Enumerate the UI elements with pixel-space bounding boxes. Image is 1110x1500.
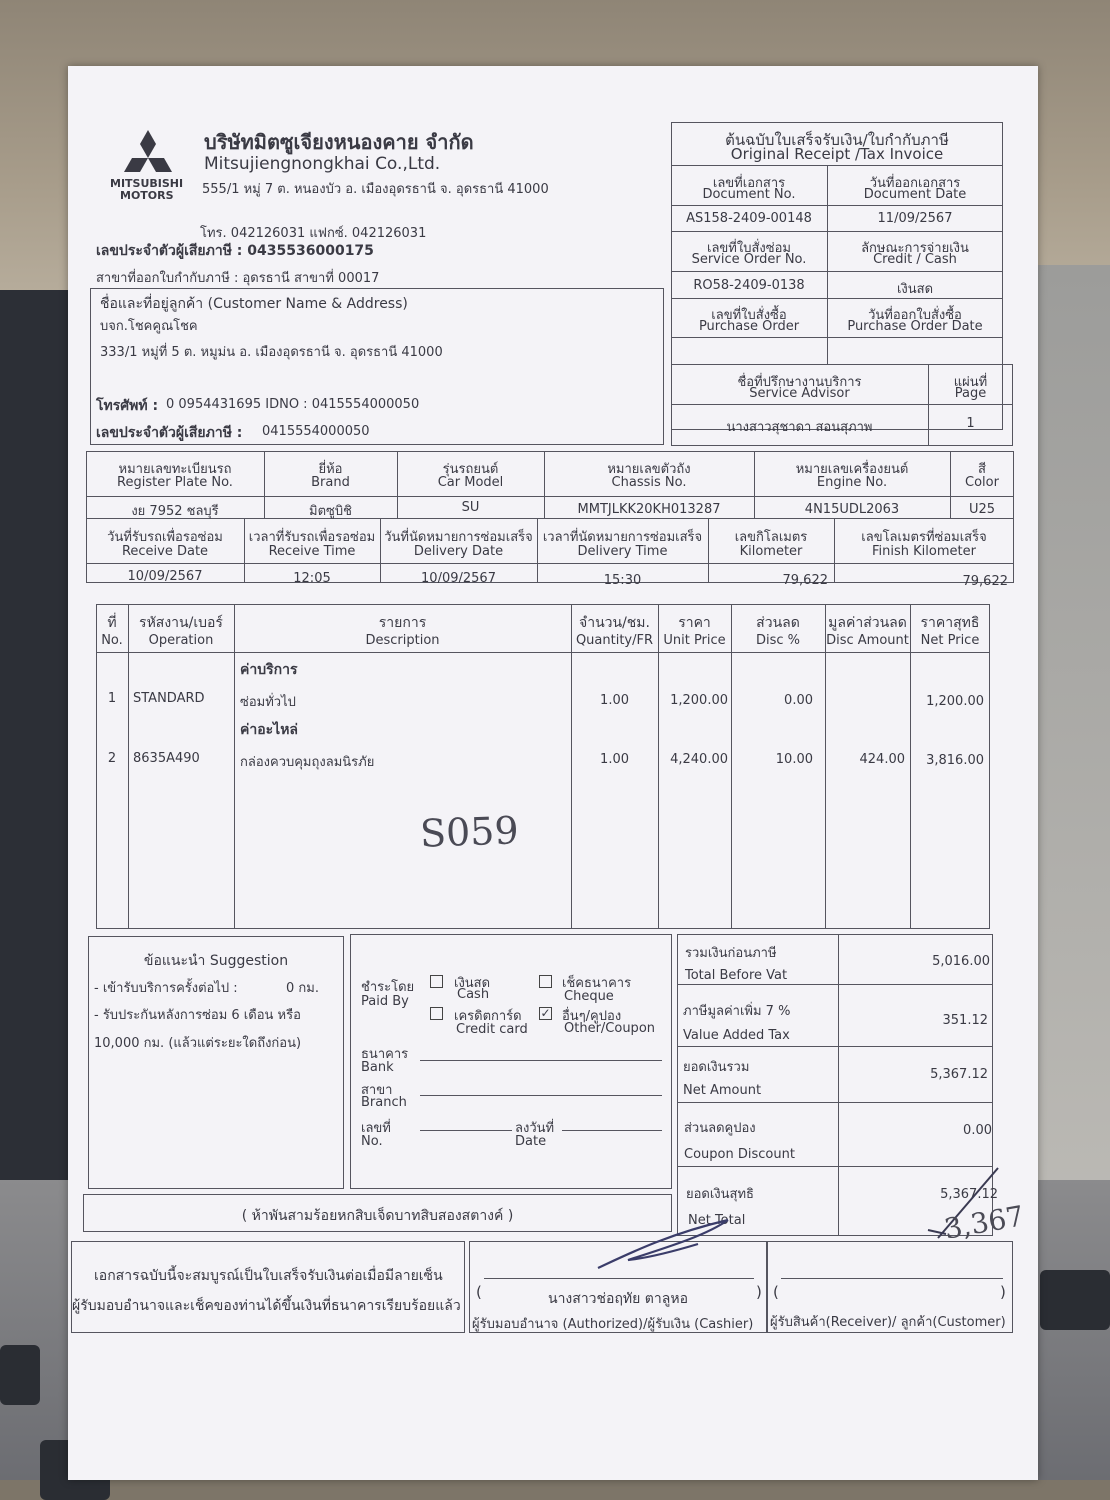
- suggestion-title: ข้อแนะนำ Suggestion: [143, 953, 289, 969]
- doc-date-label-th: วันที่ออกเอกสาร: [869, 176, 961, 191]
- pay-label-th: ลักษณะการจ่ายเงิน: [861, 241, 969, 256]
- keyboard-key: [0, 1345, 40, 1405]
- divider: [671, 298, 1003, 299]
- items-header-en: Unit Price: [663, 633, 726, 648]
- po-date-label-en: Purchase Order Date: [847, 319, 983, 334]
- company-name-th: บริษัทมิตซูเจียงหนองคาย จำกัด: [204, 130, 474, 154]
- brand: มิตซูบิชิ: [309, 504, 352, 519]
- items-header-en: Operation: [148, 633, 214, 648]
- company-address: 555/1 หมู่ 7 ต. หนองบัว อ. เมืองอุดรธานี จ. อุดรธานี 41000: [202, 182, 549, 197]
- vehicle-header-th: หมายเลขตัวถัง: [607, 462, 691, 477]
- bank-line: [420, 1060, 662, 1061]
- items-header-en: Disc %: [755, 633, 801, 648]
- cashier-name: นางสาวช่อฤทัย ตาลูหอ: [548, 1291, 688, 1307]
- page-label-en: Page: [954, 386, 987, 401]
- cheque-label-th: เช็คธนาคาร: [562, 976, 632, 991]
- before-vat-label-en: Total Before Vat: [685, 968, 788, 983]
- items-header-th: ที่: [107, 615, 117, 631]
- pay-label-en: Credit / Cash: [873, 252, 957, 267]
- vat-label-th: ภาษีมูลค่าเพิ่ม 7 %: [683, 1004, 791, 1019]
- items-header-en: Quantity/FR: [575, 633, 654, 648]
- doc-no-label-en: Document No.: [702, 187, 796, 202]
- receive-header-th: เวลาที่รับรถเพื่อรอซ่อม: [248, 530, 376, 545]
- plate-no: งย 7952 ชลบุรี: [131, 504, 219, 519]
- finish-kilometer: 79,622: [962, 574, 1008, 589]
- customer-tax-label: เลขประจำตัวผู้เสียภาษี :: [96, 425, 243, 441]
- doc-date: 11/09/2567: [877, 211, 953, 226]
- cash-label-th: เงินสด: [454, 976, 491, 991]
- cheque-label-en: Cheque: [564, 989, 614, 1004]
- cash-label-en: Cash: [457, 987, 490, 1002]
- row-description: ซ่อมทั่วไป: [240, 695, 296, 710]
- receive-header-th: เลขโลเมตรที่ซ่อมเสร็จ: [861, 530, 987, 545]
- vehicle-header-en: Car Model: [437, 475, 504, 490]
- cashier-signature-icon: [588, 1214, 748, 1274]
- delivery-time: 15:30: [603, 573, 642, 588]
- kilometer: 79,622: [782, 573, 828, 588]
- cashier-signature-line: [484, 1278, 754, 1279]
- before-vat-amount: 5,016.00: [932, 954, 990, 969]
- items-header-en: No.: [101, 633, 123, 648]
- row-net-price: 1,200.00: [926, 694, 984, 709]
- divider: [671, 205, 1003, 206]
- vehicle-header-en: Register Plate No.: [117, 475, 233, 490]
- payment-type: เงินสด: [896, 282, 934, 297]
- group-label-parts: ค่าอะไหล่: [240, 722, 299, 738]
- net-amount-label-th: ยอดเงินรวม: [683, 1060, 750, 1075]
- suggestion-line1-value: 0 กม.: [286, 981, 319, 996]
- car-model: SU: [461, 500, 480, 515]
- engine-no: 4N15UDL2063: [804, 502, 900, 517]
- vehicle-header-en: Brand: [311, 475, 350, 490]
- receive-header-en: Delivery Time: [577, 544, 668, 559]
- receive-header-en: Receive Time: [268, 544, 356, 559]
- vehicle-header-en: Engine No.: [816, 475, 888, 490]
- advisor-label-en: Service Advisor: [749, 386, 850, 401]
- divider: [671, 271, 1003, 272]
- row-operation: 8635A490: [133, 751, 200, 766]
- color: U25: [968, 502, 996, 517]
- items-header-en: Description: [365, 633, 440, 648]
- row-quantity: 1.00: [600, 752, 629, 767]
- keyboard-key: [1040, 1270, 1110, 1330]
- service-advisor: นางสาวสุชาดา สอนสุภาพ: [726, 420, 873, 435]
- row-net-price: 3,816.00: [926, 753, 984, 768]
- receive-header-en: Kilometer: [739, 544, 803, 559]
- customer-label: ชื่อและที่อยู่ลูกค้า (Customer Name & Address): [100, 296, 408, 312]
- credit-card-checkbox[interactable]: [430, 1007, 443, 1020]
- divider: [128, 604, 129, 929]
- receive-header-th: เวลาที่นัดหมายการซ่อมเสร็จ: [542, 530, 703, 545]
- no-label-en: No.: [361, 1134, 383, 1149]
- doc-no-label-th: เลขที่เอกสาร: [712, 176, 786, 191]
- net-amount: 5,367.12: [930, 1067, 988, 1082]
- company-name-en: Mitsujiengnongkhai Co.,Ltd.: [204, 154, 441, 174]
- cashier-label: ผู้รับมอบอำนาจ (Authorized)/ผู้รับเงิน (Cashier): [472, 1317, 754, 1332]
- date-line: [562, 1130, 662, 1131]
- no-line: [420, 1130, 512, 1131]
- receipt-title-th: ต้นฉบับใบเสร็จรับเงิน/ใบกำกับภาษี: [725, 131, 949, 149]
- receipt-title-en: Original Receipt /Tax Invoice: [730, 145, 944, 163]
- vat-label-en: Value Added Tax: [683, 1028, 790, 1043]
- cashier-paren-close: ): [756, 1283, 762, 1301]
- coupon-amount: 0.00: [963, 1123, 992, 1138]
- row-disc-percent: 10.00: [775, 752, 813, 767]
- credit-label-en: Credit card: [456, 1022, 528, 1037]
- divider: [671, 165, 1003, 166]
- chassis-no: MMTJLKK20KH013287: [577, 502, 721, 517]
- vehicle-header-th: รุ่นรถยนต์: [442, 462, 499, 477]
- suggestion-box: [88, 936, 344, 1189]
- footer-note-line2: ผู้รับมอบอำนาจและเช็คของท่านได้ขึ้นเงินที่ธนาคารเรียบร้อยแล้ว: [72, 1298, 461, 1314]
- advisor-label-th: ชื่อที่ปรึกษางานบริการ: [737, 375, 862, 390]
- so-label-th: เลขที่ใบสั่งซ่อม: [707, 241, 791, 256]
- row-unit-price: 1,200.00: [670, 693, 728, 708]
- net-amount-label-en: Net Amount: [683, 1083, 762, 1098]
- other-label-en: Other/Coupon: [564, 1021, 656, 1036]
- delivery-date: 10/09/2567: [421, 571, 496, 586]
- receipt-paper: [68, 66, 1038, 1480]
- branch-line: [420, 1095, 662, 1096]
- receive-header-th: วันที่นัดหมายการซ่อมเสร็จ: [384, 530, 533, 545]
- suggestion-line3: 10,000 กม. (แล้วแต่ระยะใดถึงก่อน): [94, 1036, 302, 1051]
- vehicle-header-en: Color: [965, 475, 999, 490]
- footer-note-box: [71, 1241, 465, 1333]
- customer-address: 333/1 หมู่ที่ 5 ต. หมูม่น อ. เมืองอุดรธานี จ. อุดรธานี 41000: [100, 345, 443, 360]
- net-total-label-th: ยอดเงินสุทธิ: [686, 1187, 754, 1202]
- row-unit-price: 4,240.00: [670, 752, 728, 767]
- divider: [96, 652, 990, 653]
- so-label-en: Service Order No.: [691, 252, 807, 267]
- customer-tax-id: 0415554000050: [262, 424, 370, 439]
- vat-amount: 351.12: [942, 1013, 988, 1028]
- page-number: 1: [966, 416, 975, 431]
- other-coupon-checkbox[interactable]: ✓: [540, 1006, 551, 1020]
- brand-line2: MOTORS: [120, 189, 174, 202]
- company-branch: สาขาที่ออกใบกำกับภาษี : อุดรธานี สาขาที่ 00017: [96, 271, 380, 286]
- receive-header-en: Delivery Date: [413, 544, 504, 559]
- mitsubishi-logo-icon: [120, 128, 176, 176]
- items-header-th: ราคา: [678, 615, 711, 631]
- customer-phone: 0 0954431695 IDNO : 0415554000050: [166, 397, 420, 412]
- paid-by-th: ชำระโดย: [361, 980, 415, 995]
- vehicle-header-th: หมายเลขเครื่องยนต์: [795, 462, 909, 477]
- po-date-label-th: วันที่ออกใบสั่งซื้อ: [868, 308, 962, 323]
- customer-phone-label: โทรศัพท์ :: [96, 398, 159, 414]
- po-label-th: เลขที่ใบสั่งซื้อ: [711, 308, 787, 323]
- service-order-no: RO58-2409-0138: [693, 278, 805, 293]
- vehicle-header-th: สี: [978, 462, 986, 477]
- date-label-th: ลงวันที่: [515, 1121, 555, 1136]
- cashier-paren-open: (: [476, 1283, 482, 1301]
- row-disc-amount: 424.00: [859, 752, 905, 767]
- row-no: 1: [107, 691, 117, 706]
- row-quantity: 1.00: [600, 693, 629, 708]
- vehicle-header-en: Chassis No.: [611, 475, 687, 490]
- branch-label-en: Branch: [361, 1095, 407, 1110]
- customer-name: บจก.โชคคูณโชค: [100, 319, 198, 334]
- divider: [671, 337, 1003, 338]
- items-header-th: จำนวน/ชม.: [579, 615, 650, 631]
- footer-note-line1: เอกสารฉบับนี้จะสมบูรณ์เป็นใบเสร็จรับเงินต่อเมื่อมีลายเซ็น: [94, 1268, 443, 1284]
- row-disc-percent: 0.00: [784, 693, 813, 708]
- divider: [677, 984, 993, 985]
- coupon-label-en: Coupon Discount: [684, 1147, 795, 1162]
- row-description: กล่องควบคุมถุงลมนิรภัย: [240, 755, 375, 770]
- other-label-th: อื่นๆ/คูปอง: [562, 1009, 622, 1024]
- credit-label-th: เครดิตการ์ด: [454, 1009, 522, 1024]
- doc-no: AS158-2409-00148: [686, 211, 812, 226]
- net-total-label-en: Net Total: [688, 1213, 746, 1228]
- before-vat-label-th: รวมเงินก่อนภาษี: [685, 946, 777, 961]
- receive-header-th: วันที่รับรถเพื่อรอซ่อม: [107, 530, 223, 545]
- bank-label-en: Bank: [361, 1060, 394, 1075]
- date-label-en: Date: [515, 1134, 547, 1149]
- company-tax-id: เลขประจำตัวผู้เสียภาษี : 0435536000175: [96, 243, 374, 259]
- divider: [677, 1102, 993, 1103]
- divider: [671, 404, 1013, 405]
- receive-header-en: Receive Date: [121, 544, 209, 559]
- vehicle-header-th: หมายเลขทะเบียนรถ: [118, 462, 232, 477]
- receiver-signature-line: [781, 1278, 1003, 1279]
- handwritten-total: 3,367: [941, 1199, 1027, 1246]
- net-total-amount: 5,367.12: [940, 1187, 998, 1202]
- divider: [671, 231, 1003, 232]
- cash-checkbox[interactable]: [430, 975, 443, 988]
- paid-by-en: Paid By: [361, 994, 409, 1009]
- items-header-th: ส่วนลด: [756, 615, 800, 631]
- po-label-en: Purchase Order: [698, 319, 800, 334]
- company-phone: โทร. 042126031 แฟกซ์. 042126031: [200, 226, 427, 241]
- group-label-service: ค่าบริการ: [240, 662, 298, 678]
- items-header-en: Net Price: [920, 633, 980, 648]
- receive-time: 12:05: [293, 571, 331, 586]
- receiver-paren-close: ): [1000, 1283, 1006, 1301]
- receive-header-en: Finish Kilometer: [872, 544, 976, 559]
- divider: [86, 496, 1014, 497]
- suggestion-line2: - รับประกันหลังการซ่อม 6 เดือน หรือ: [94, 1008, 301, 1023]
- items-header-th: ราคาสุทธิ: [920, 615, 980, 631]
- receiver-paren-open: (: [773, 1283, 779, 1301]
- suggestion-line1: - เข้ารับบริการครั้งต่อไป :: [94, 981, 238, 996]
- no-label-th: เลขที่: [361, 1121, 391, 1136]
- doc-date-label-en: Document Date: [863, 187, 967, 202]
- items-header-th: รายการ: [378, 615, 427, 631]
- amount-in-words: ( ห้าพันสามร้อยหกสิบเจ็ดบาทสิบสองสตางค์ ): [241, 1208, 514, 1224]
- receive-date: 10/09/2567: [127, 569, 203, 584]
- row-operation: STANDARD: [133, 691, 205, 706]
- handwritten-note: S059: [419, 808, 520, 856]
- items-header-th: มูลค่าส่วนลด: [828, 615, 907, 631]
- items-header-th: รหัสงาน/เบอร์: [139, 615, 223, 631]
- divider: [86, 563, 1014, 564]
- cheque-checkbox[interactable]: [539, 975, 552, 988]
- bank-label-th: ธนาคาร: [361, 1047, 409, 1062]
- receive-header-th: เลขกิโลเมตร: [734, 530, 808, 545]
- page-label-th: แผ่นที่: [953, 375, 988, 390]
- brand-line1: MITSUBISHI: [110, 177, 184, 190]
- coupon-label-th: ส่วนลดคูปอง: [684, 1121, 756, 1136]
- divider: [234, 604, 235, 929]
- branch-label-th: สาขา: [361, 1083, 393, 1098]
- divider: [677, 1046, 993, 1047]
- row-no: 2: [107, 751, 117, 766]
- vehicle-header-th: ยี่ห้อ: [318, 462, 343, 477]
- items-header-en: Disc Amount: [826, 633, 909, 648]
- receiver-label: ผู้รับสินค้า(Receiver)/ ลูกค้า(Customer): [770, 1315, 1006, 1330]
